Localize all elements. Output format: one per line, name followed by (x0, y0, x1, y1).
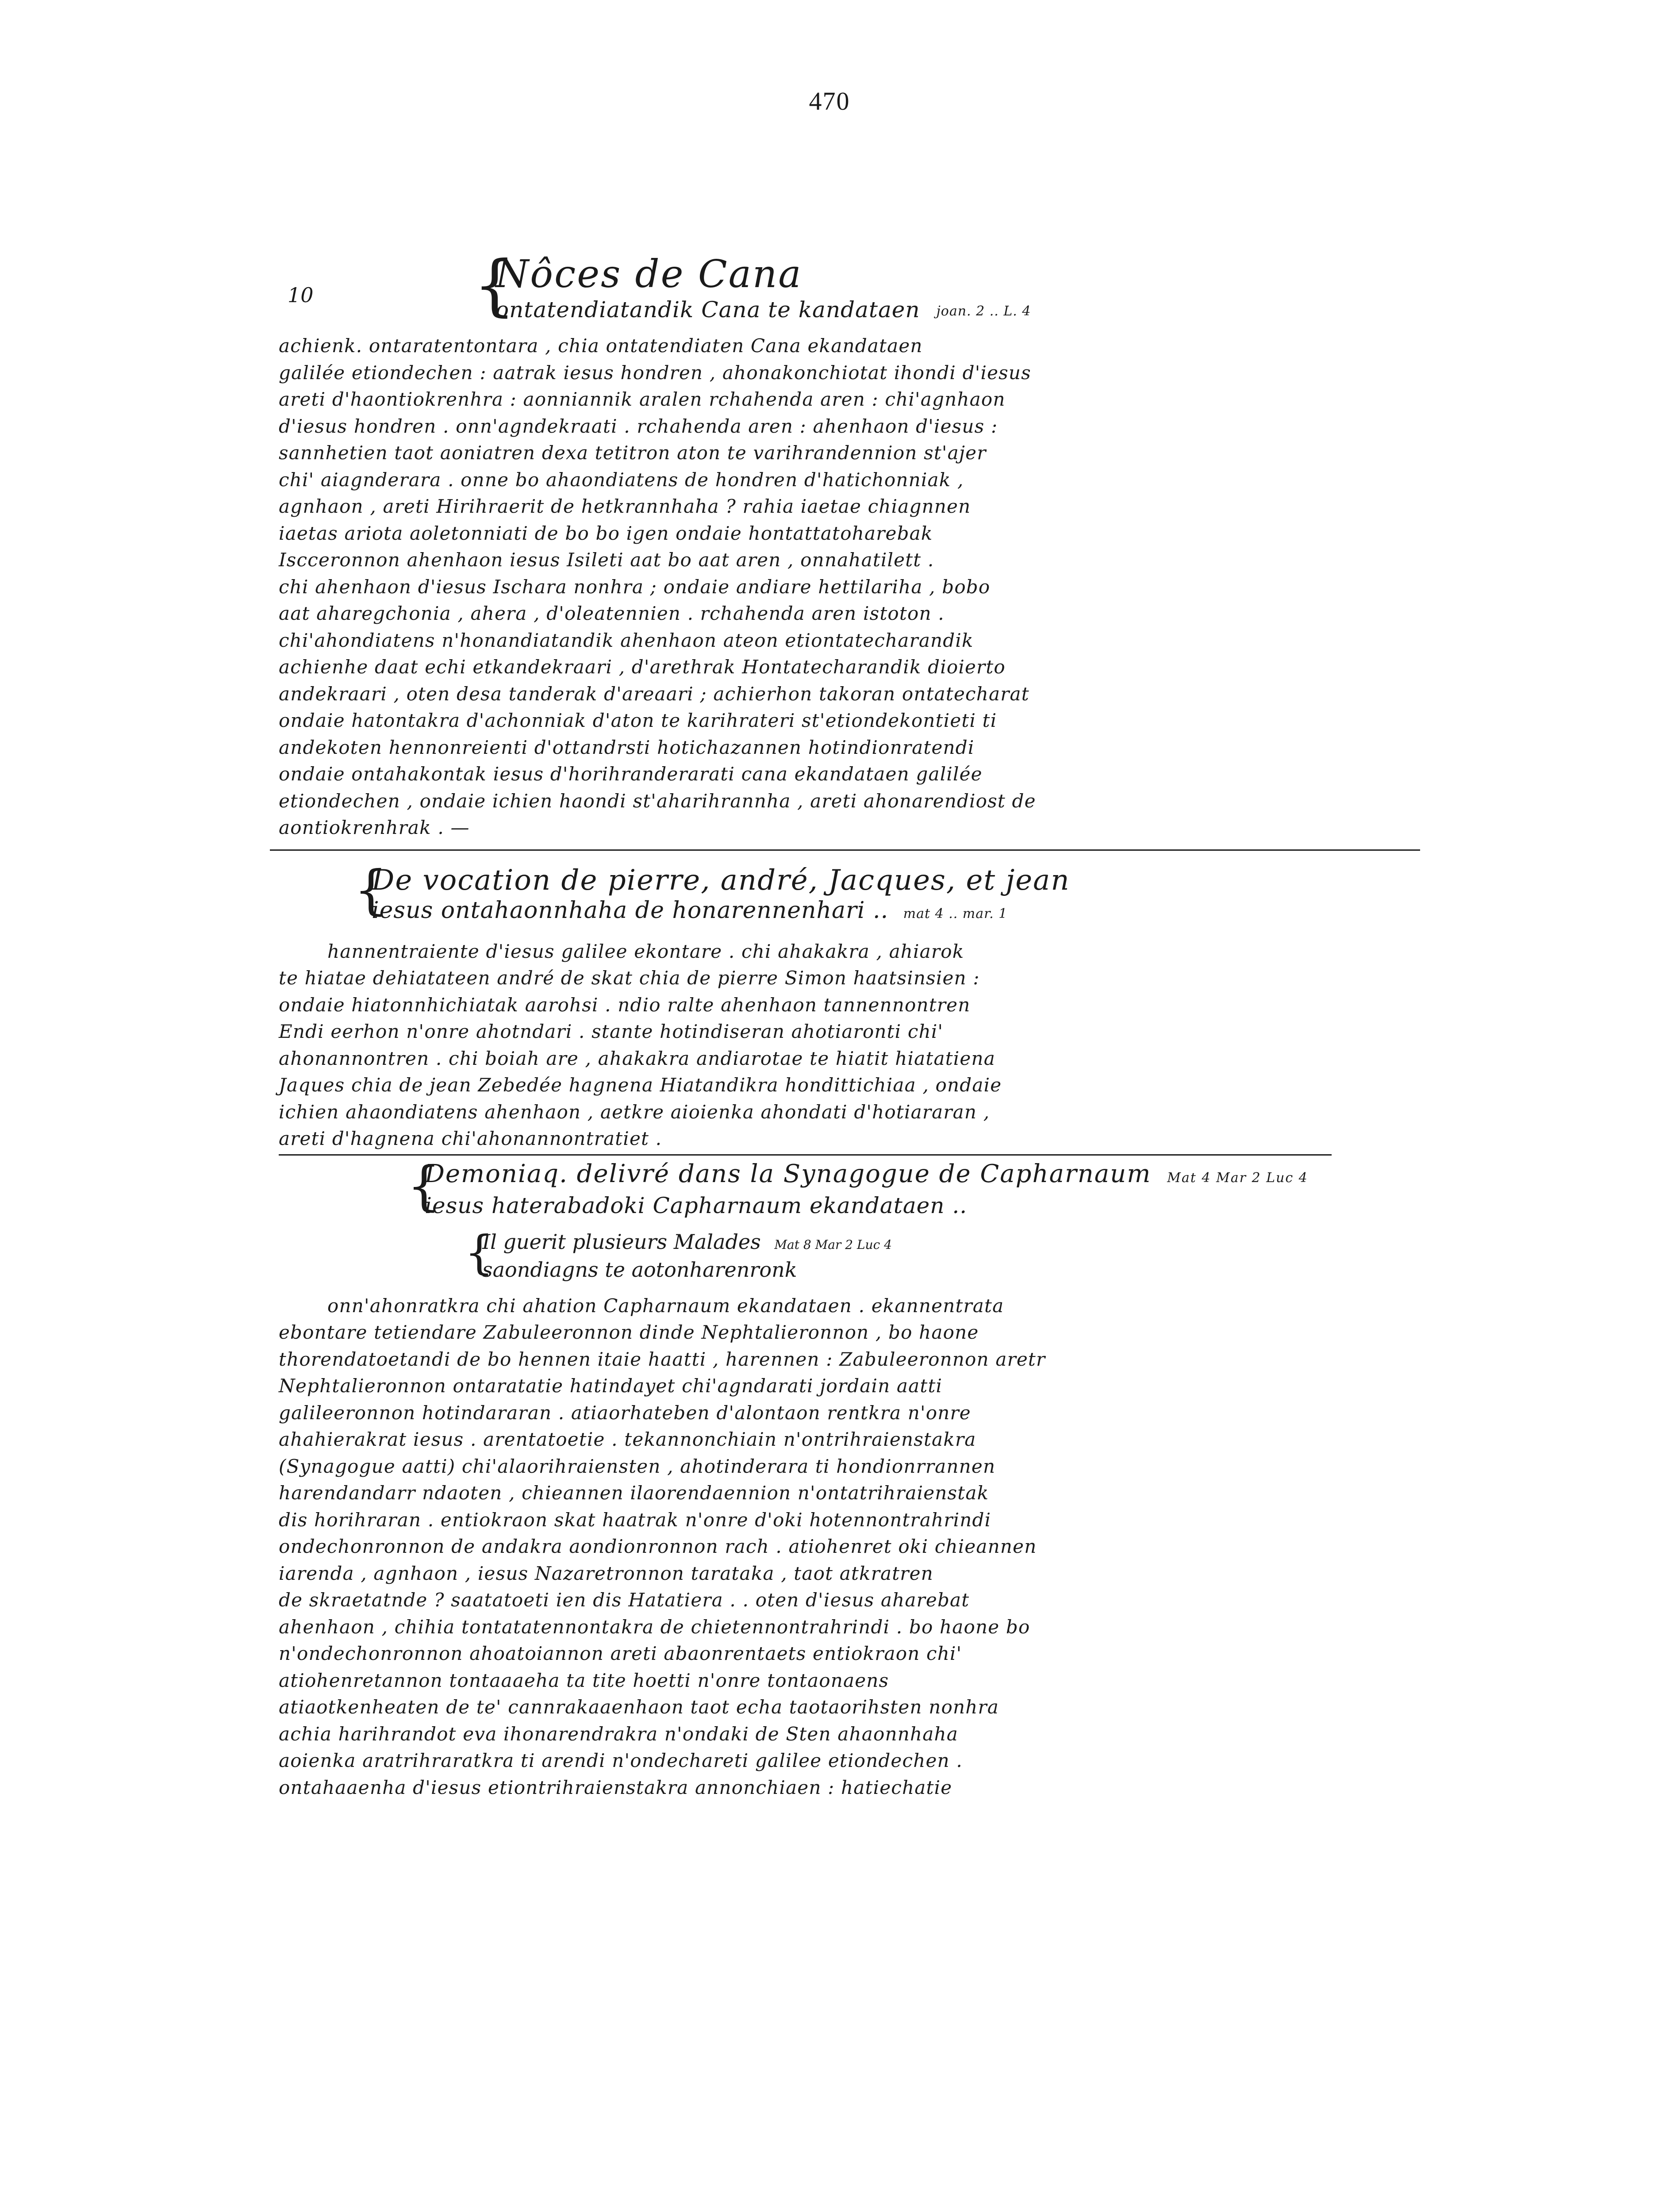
section-noces-de-cana (279, 247, 1407, 841)
text-line: atiohenretannon tontaaaeha ta tite hoetti n'onre tontaonaens (279, 1669, 889, 1691)
text-line: Jaques chia de jean Zebedée hagnena Hiatandikra hondittichiaa , ondaie (279, 1074, 1002, 1096)
text-line: aoienka aratrihraratkra ti arendi n'ondechareti galilee etiondechen . (279, 1750, 963, 1771)
text-line: d'iesus hondren . onn'agndekraati . rchahenda aren : ahenhaon d'iesus : (279, 415, 998, 437)
text-line: ahahierakrat iesus . arentatoetie . tekannonchiain n'ontrihraienstakra (279, 1429, 976, 1450)
brace-mark: { (473, 247, 516, 324)
text-line: areti d'hagnena chi'ahonannontratiet . (279, 1128, 662, 1149)
section-title: Nôces de Cana (495, 252, 803, 296)
section-divider (270, 849, 1420, 851)
text-line: iarenda , agnhaon , iesus Nazaretronnon tarataka , taot atkratren (279, 1562, 933, 1584)
text-line: iaetas ariota aoletonniati de bo bo igen ondaie hontattatoharebak (279, 522, 933, 544)
scripture-reference: Mat 8 Mar 2 Luc 4 (774, 1237, 892, 1252)
section-vocation (279, 859, 1407, 1152)
text-line: andekraari , oten desa tanderak d'areaari ; achierhon takoran ontatecharat (279, 683, 1029, 705)
text-line: ichien ahaondiatens ahenhaon , aetkre aioienka ahondati d'hotiararan , (279, 1101, 990, 1123)
text-line: chi' aiagnderara . onne bo ahaondiatens de hondren d'hatichonniak , (279, 469, 964, 491)
text-line: n'ondechonronnon ahoatoiannon areti abaonrentaets entiokraon chi' (279, 1643, 962, 1664)
text-line: galilée etiondechen : aatrak iesus hondren , ahonakonchiotat ihondi d'iesus (279, 361, 1031, 384)
text-line: etiondechen , ondaie ichien haondi st'aharihrannha , areti ahonarendiost de (279, 790, 1036, 812)
section-subheader (465, 1225, 1407, 1282)
section-header (354, 859, 1407, 928)
text-line: ontahaaenha d'iesus etiontrihraienstakra annonchiaen : hatiechatie (279, 1776, 952, 1798)
page-number: 470 (809, 87, 850, 115)
section-subtitle (495, 296, 1407, 325)
section-header (473, 247, 1407, 325)
text-line: atiaotkenheaten de te' cannrakaaenhaon taot echa taotaorihsten nonhra (279, 1696, 999, 1718)
text-line: areti d'haontiokrenhra : aonniannik aralen rchahenda aren : chi'agnhaon (279, 388, 1006, 410)
text-line: te hiatae dehiatateen andré de skat chia de pierre Simon haatsinsien : (279, 967, 980, 989)
text-line: ahonannontren . chi boiah are , ahakakra andiarotae te hiatit hiatatiena (279, 1047, 995, 1069)
text-line: ebontare tetiendare Zabuleeronnon dinde Nephtalieronnon , bo haone (279, 1321, 979, 1343)
text-line: Endi eerhon n'onre ahotndari . stante hotindiseran ahotiaronti chi' (279, 1021, 944, 1042)
section-subtitle: iesus haterabadoki Capharnaum ekandataen .. (425, 1192, 968, 1218)
brace-mark: { (465, 1225, 494, 1279)
text-line: harendandarr ndaoten , chieannen ilaorendaennion n'ontatrihraienstak (279, 1482, 989, 1504)
section-subtitle (372, 897, 1407, 928)
subtitle-text: iesus ontahaonnhaha de honarennenhari .. (372, 897, 889, 924)
section-body (279, 938, 1407, 1152)
title-text: Demoniaq. delivré dans la Synagogue de Capharnaum (425, 1159, 1152, 1188)
scripture-reference: Mat 4 Mar 2 Luc 4 (1167, 1170, 1308, 1186)
text-line: ondechonronnon de andakra aondionronnon rach . atiohenret oki chieannen (279, 1536, 1037, 1557)
text-line: ondaie ontahakontak iesus d'horihranderarati cana ekandataen galilée (279, 763, 983, 785)
subheader-text: Il guerit plusieurs Malades (482, 1229, 761, 1254)
text-line: chi'ahondiatens n'honandiatandik ahenhaon ateon etiontatecharandik (279, 629, 974, 651)
subheader-line: saondiagns te aotonharenronk (482, 1257, 797, 1282)
section-body (279, 333, 1407, 841)
text-line: Nephtalieronnon ontaratatie hatindayet chi'agndarati jordain aatti (279, 1375, 943, 1397)
text-line: aontiokrenhrak . — (279, 817, 470, 838)
text-line: andekoten hennonreienti d'ottandrsti hotichazannen hotindionratendi (279, 736, 975, 758)
section-body (279, 1293, 1407, 1801)
text-line: Iscceronnon ahenhaon iesus Isileti aat bo aat aren , onnahatilett . (279, 549, 934, 571)
text-line: dis horihraran . entiokraon skat haatrak n'onre d'oki hotennontrahrindi (279, 1509, 991, 1531)
subtitle-text: ontatendiatandik Cana te kandataen (495, 297, 920, 323)
section-header (407, 1155, 1407, 1219)
text-line: aat aharegchonia , ahera , d'oleatennien . rchahenda aren istoton . (279, 603, 945, 624)
text-line: achia harihrandot eva ihonarendrakra n'ondaki de Sten ahaonnhaha (279, 1723, 958, 1745)
section-title: De vocation de pierre, andré, Jacques, et jean (372, 864, 1070, 897)
text-line: agnhaon , areti Hirihraerit de hetkrannhaha ? rahia iaetae chiagnnen (279, 495, 971, 517)
text-line: onn'ahonratkra chi ahation Capharnaum ekandataen . ekannentrata (327, 1294, 1004, 1317)
text-line: hannentraiente d'iesus galilee ekontare . chi ahakakra , ahiarok (327, 940, 964, 962)
text-line: ondaie hatontakra d'achonniak d'aton te karihrateri st'etiondekontieti ti (279, 710, 997, 731)
text-line: de skraetatnde ? saatatoeti ien dis Hatatiera . . oten d'iesus aharebat (279, 1589, 970, 1611)
text-line: ondaie hiatonnhichiatak aarohsi . ndio ralte ahenhaon tannennontren (279, 994, 971, 1016)
text-line: sannhetien taot aoniatren dexa tetitron aton te varihrandennion st'ajer (279, 442, 987, 464)
text-line: galileeronnon hotindararan . atiaorhateben d'alontaon rentkra n'onre (279, 1402, 971, 1424)
text-line: ahenhaon , chihia tontatatennontakra de chietennontrahrindi . bo haone bo (279, 1616, 1030, 1638)
section-demoniaque (279, 1155, 1407, 1801)
text-line: achienk. ontaratentontara , chia ontatendiaten Cana ekandataen (279, 335, 923, 357)
text-line: (Synagogue aatti) chi'alaorihraiensten , ahotinderara ti hondionrrannen (279, 1455, 996, 1477)
brace-mark: { (354, 859, 388, 921)
text-line: chi ahenhaon d'iesus Ischara nonhra ; ondaie andiare hettilariha , bobo (279, 576, 991, 598)
manuscript-page (279, 247, 1407, 1801)
subheader-line (482, 1229, 1407, 1257)
text-line: achienhe daat echi etkandekraari , d'arethrak Hontatecharandik dioierto (279, 656, 1006, 678)
margin-number: 10 (288, 283, 314, 307)
brace-mark: { (407, 1155, 441, 1217)
scripture-reference: joan. 2 .. L. 4 (936, 303, 1031, 319)
section-title (425, 1160, 1407, 1192)
text-line: thorendatoetandi de bo hennen itaie haatti , harennen : Zabuleeronnon aretr (279, 1348, 1046, 1370)
scripture-reference: mat 4 .. mar. 1 (903, 906, 1008, 922)
